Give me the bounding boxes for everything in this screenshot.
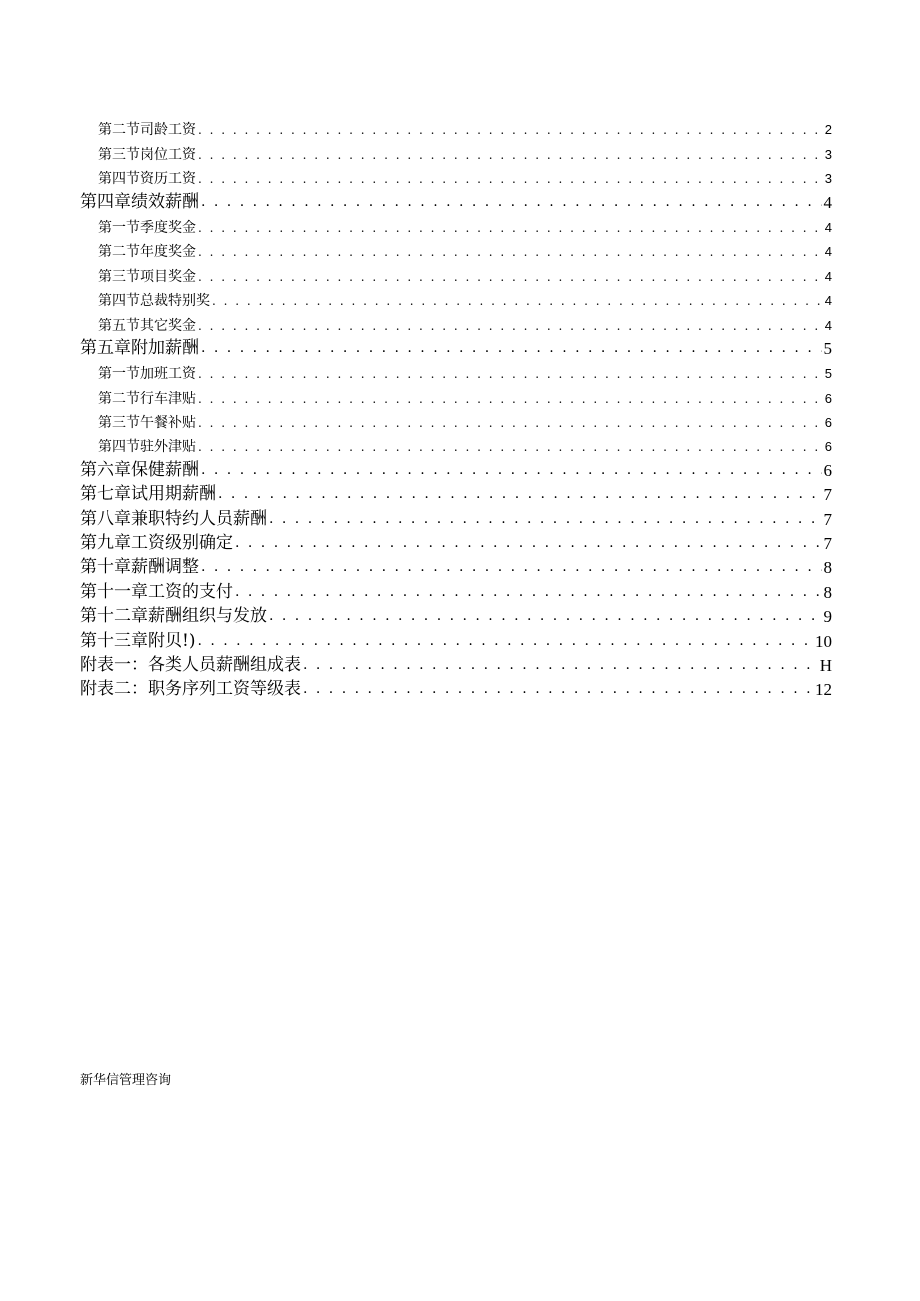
toc-leader-dots: [197, 631, 813, 652]
toc-chapter[interactable]: [80, 676, 832, 700]
toc-leader-dots: [201, 557, 822, 578]
toc-entry-page: 3: [824, 171, 832, 187]
toc-entry[interactable]: [80, 164, 832, 188]
toc-entry-page: 2: [824, 122, 832, 138]
toc-chapter-label: 第六章保健薪酬: [80, 459, 199, 480]
toc-leader-dots: [198, 438, 823, 456]
toc-chapter-page: 7: [823, 485, 832, 505]
toc-entry[interactable]: [80, 310, 832, 334]
toc-leader-dots: [201, 338, 822, 359]
toc-entry-label: 第三节项目奖金: [98, 268, 196, 285]
toc-entry-page: 6: [824, 415, 832, 431]
toc-chapter-page: 9: [823, 607, 832, 627]
toc-chapter-label: 第五章附加薪酬: [80, 337, 199, 358]
toc-entry-page: 5: [824, 366, 832, 382]
toc-entry-page: 4: [824, 268, 832, 284]
table-of-contents: [80, 115, 832, 700]
toc-leader-dots: [198, 365, 823, 383]
toc-leader-dots: [198, 414, 823, 432]
toc-chapter-label: 第七章试用期薪酬: [80, 484, 216, 505]
toc-leader-dots: [198, 146, 823, 164]
toc-leader-dots: [198, 243, 823, 261]
toc-leader-dots: [198, 390, 823, 408]
toc-leader-dots: [198, 170, 823, 188]
toc-entry-label: 第四节资历工资: [98, 171, 196, 188]
toc-chapter[interactable]: [80, 627, 832, 651]
toc-leader-dots: [303, 679, 813, 700]
toc-chapter[interactable]: [80, 603, 832, 627]
toc-leader-dots: [269, 509, 822, 530]
toc-chapter-label: 第十二章薪酬组织与发放: [80, 606, 267, 627]
footer-company-name: 新华信管理咨询: [80, 1073, 172, 1088]
toc-entry[interactable]: [80, 383, 832, 407]
toc-entry-label: 第五节其它奖金: [98, 317, 196, 334]
toc-chapter-label: 第十章薪酬调整: [80, 557, 199, 578]
toc-entry-label: 第四节驻外津贴: [98, 439, 196, 456]
toc-entry-label: 第二节司龄工资: [98, 122, 196, 139]
toc-entry-label: 第三节岗位工资: [98, 146, 196, 163]
toc-entry-page: 3: [824, 146, 832, 162]
toc-chapter-page: H: [819, 655, 832, 675]
toc-entry-label: 第一节加班工资: [98, 366, 196, 383]
toc-chapter-label: 第十三章附贝!): [80, 630, 196, 651]
toc-entry[interactable]: [80, 432, 832, 456]
toc-entry-label: 第一节季度奖金: [98, 219, 196, 236]
toc-chapter-page: 7: [823, 509, 832, 529]
toc-entry[interactable]: [80, 408, 832, 432]
toc-chapter-page: 8: [823, 558, 832, 578]
toc-leader-dots: [235, 582, 822, 603]
toc-leader-dots: [198, 268, 823, 286]
toc-chapter-label: 附表二：职务序列工资等级表: [80, 679, 301, 700]
toc-entry-page: 4: [824, 293, 832, 309]
toc-chapter-label: 第九章工资级别确定: [80, 533, 233, 554]
toc-entry-page: 4: [824, 244, 832, 260]
toc-chapter-page: 4: [823, 192, 832, 212]
toc-chapter[interactable]: [80, 554, 832, 578]
toc-entry-label: 第三节午餐补贴: [98, 415, 196, 432]
toc-leader-dots: [198, 219, 823, 237]
toc-chapter-label: 第八章兼职特约人员薪酬: [80, 508, 267, 529]
toc-entry-label: 第四节总裁特别奖: [98, 293, 210, 310]
toc-entry[interactable]: [80, 237, 832, 261]
toc-chapter[interactable]: [80, 578, 832, 602]
toc-chapter[interactable]: [80, 530, 832, 554]
toc-leader-dots: [201, 192, 822, 213]
toc-leader-dots: [201, 460, 822, 481]
toc-entry[interactable]: [80, 286, 832, 310]
toc-leader-dots: [235, 533, 822, 554]
toc-chapter-page: 6: [823, 460, 832, 480]
toc-entry[interactable]: [80, 115, 832, 139]
toc-leader-dots: [218, 484, 822, 505]
toc-chapter[interactable]: [80, 652, 832, 676]
toc-chapter-label: 第十一章工资的支付: [80, 581, 233, 602]
toc-entry[interactable]: [80, 213, 832, 237]
toc-leader-dots: [212, 292, 823, 310]
toc-entry-page: 6: [824, 390, 832, 406]
toc-chapter-page: 10: [815, 631, 832, 651]
toc-entry[interactable]: [80, 139, 832, 163]
toc-entry-page: 6: [824, 439, 832, 455]
toc-leader-dots: [198, 317, 823, 335]
toc-entry-page: 4: [824, 317, 832, 333]
toc-entry-label: 第二节年度奖金: [98, 244, 196, 261]
toc-chapter[interactable]: [80, 505, 832, 529]
toc-chapter[interactable]: [80, 188, 832, 212]
toc-chapter[interactable]: [80, 456, 832, 480]
toc-chapter[interactable]: [80, 335, 832, 359]
toc-leader-dots: [303, 655, 818, 676]
toc-chapter-page: 12: [815, 680, 832, 700]
toc-chapter-label: 第四章绩效薪酬: [80, 191, 199, 212]
toc-entry-page: 4: [824, 219, 832, 235]
toc-chapter-label: 附表一：各类人员薪酬组成表: [80, 654, 301, 675]
toc-entry-label: 第二节行车津贴: [98, 390, 196, 407]
toc-entry[interactable]: [80, 359, 832, 383]
toc-chapter-page: 7: [823, 534, 832, 554]
toc-chapter-page: 8: [823, 582, 832, 602]
toc-chapter[interactable]: [80, 481, 832, 505]
toc-leader-dots: [198, 121, 823, 139]
toc-leader-dots: [269, 606, 822, 627]
toc-entry[interactable]: [80, 261, 832, 285]
toc-chapter-page: 5: [823, 338, 832, 358]
